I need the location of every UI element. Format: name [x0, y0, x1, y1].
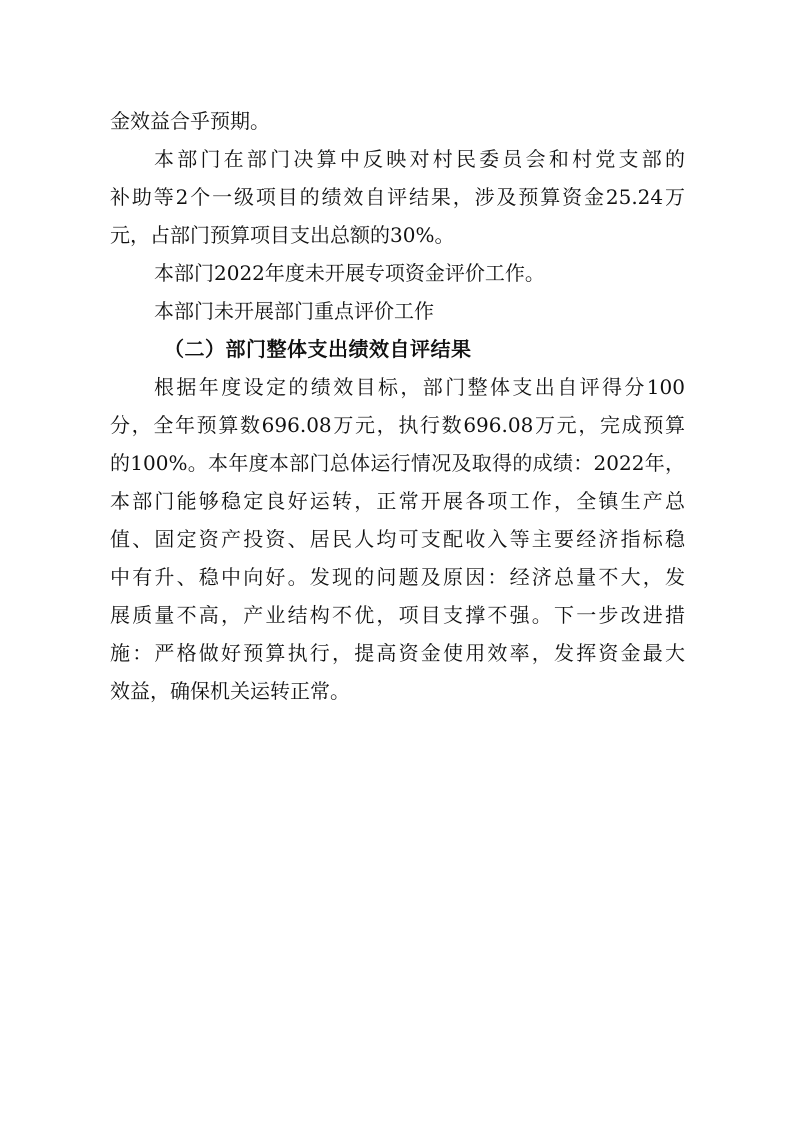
paragraph-line-last: 效益，确保机关运转正常。	[110, 679, 350, 703]
paragraph-line: 展质量不高，产业结构不优，项目支撑不强。下一步改进措	[110, 603, 685, 627]
paragraph-line-first: 本部门在部门决算中反映对村民委员会和村党支部的	[154, 147, 685, 171]
paragraph-line-ending: 金效益合乎预期。	[110, 109, 270, 133]
paragraph-line: 分，全年预算数696.08万元，执行数696.08万元，完成预算	[110, 413, 685, 437]
document-body	[110, 102, 685, 710]
paragraph-special-fund: 本部门2022年度未开展专项资金评价工作。	[154, 261, 545, 285]
paragraph-line: 值、固定资产投资、居民人均可支配收入等主要经济指标稳	[110, 527, 685, 551]
paragraph-line: 本部门能够稳定良好运转，正常开展各项工作，全镇生产总	[110, 489, 685, 513]
paragraph-line-last: 元，占部门预算项目支出总额的30%。	[110, 223, 455, 247]
paragraph-key-evaluation: 本部门未开展部门重点评价工作	[154, 299, 434, 323]
paragraph-line: 中有升、稳中向好。发现的问题及原因：经济总量不大，发	[110, 565, 685, 589]
paragraph-line: 的100%。本年度本部门总体运行情况及取得的成绩：2022年，	[110, 451, 685, 475]
paragraph-line: 补助等2个一级项目的绩效自评结果，涉及预算资金25.24万	[110, 185, 685, 209]
paragraph-line-first: 根据年度设定的绩效目标，部门整体支出自评得分100	[154, 375, 685, 399]
section-heading: （二）部门整体支出绩效自评结果	[164, 337, 472, 361]
paragraph-line: 施：严格做好预算执行，提高资金使用效率，发挥资金最大	[110, 641, 685, 665]
